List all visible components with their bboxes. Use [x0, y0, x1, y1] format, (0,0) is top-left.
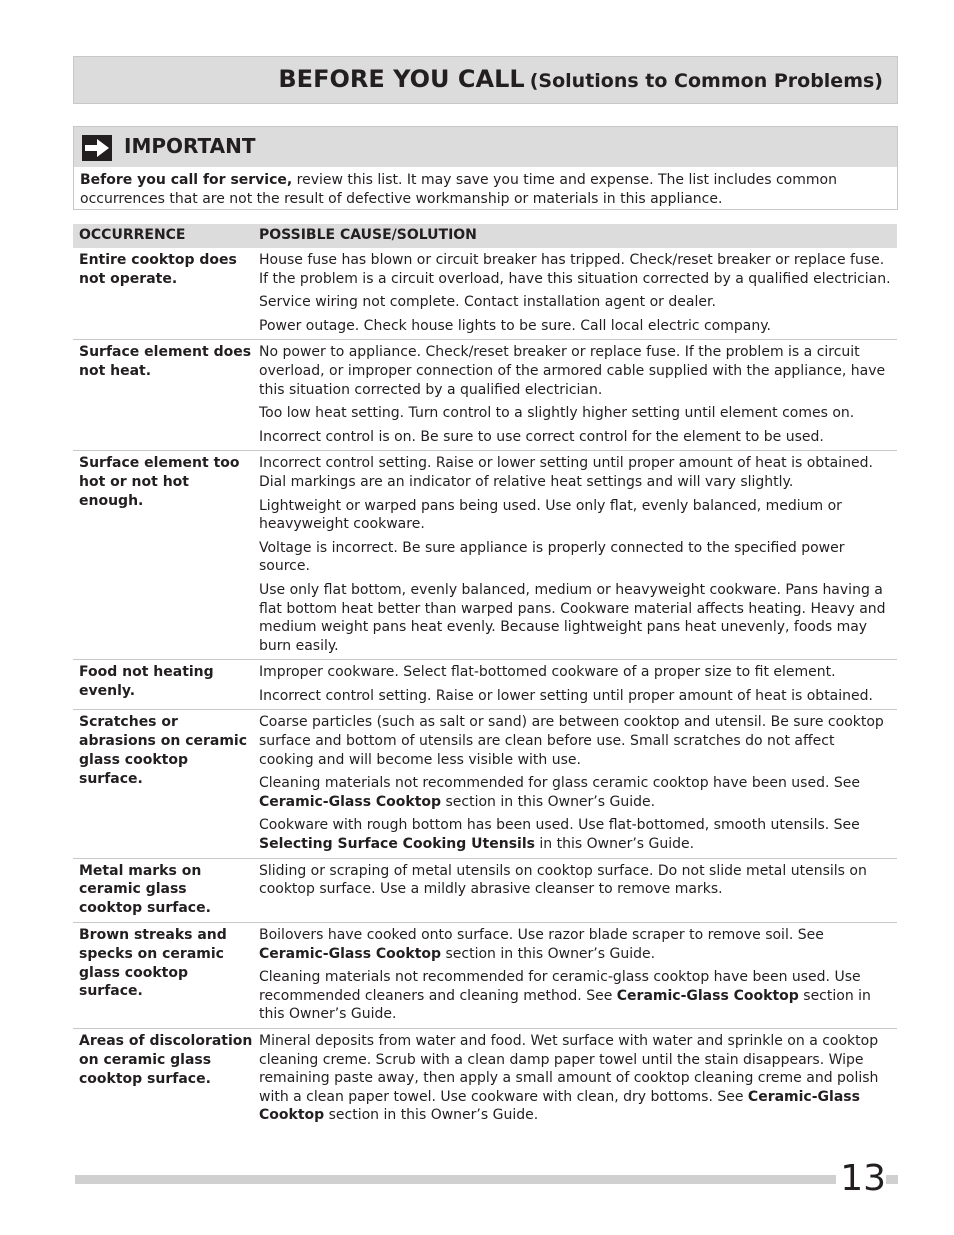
solution-reference: Ceramic-Glass Cooktop — [259, 793, 442, 810]
solution-text: Use only flat bottom, evenly balanced, medium or heavyweight cookware. Pans having a flat bottom heat better than warped pans. Cookware material affects heating. Heavy and medium weight pans heat evenly. Because lightweight pans heat unevenly, foods may burn easily. — [259, 581, 886, 654]
solution-text: Mineral deposits from water and food. Wet surface with water and sprinkle on a cooktop cleaning creme. Scrub with a clean damp paper towel until the stain disappears. Wipe remaining paste away, then apply a small amount of cooktop cleaning creme and polish with a clean paper towel. Use cookware with clean, dry bottoms. See — [259, 1032, 879, 1105]
occurrence-cell: Surface element too hot or not hot enough. — [79, 455, 240, 509]
important-body: review this list. It may save you time and expense. The list includes common occurrences that are not the result of defective workmanship or materials in this appliance. — [80, 172, 837, 207]
footer-rule — [75, 1175, 898, 1184]
column-header-solution: POSSIBLE CAUSE/SOLUTION — [259, 227, 477, 243]
solution-paragraph — [259, 454, 891, 491]
solution-paragraph — [259, 862, 891, 899]
solution-cell — [259, 926, 891, 1024]
page-title — [278, 65, 883, 93]
solution-text: Service wiring not complete. Contact installation agent or dealer. — [259, 294, 716, 311]
column-header-occurrence: OCCURRENCE — [79, 227, 186, 243]
solution-text: House fuse has blown or circuit breaker has tripped. Check/reset breaker or replace fuse. If the problem is a circuit overload, have this situation corrected by a qualified electrician. — [259, 252, 891, 287]
solution-cell — [259, 713, 891, 853]
solution-text: Voltage is incorrect. Be sure appliance is properly connected to the specified power source. — [259, 539, 845, 575]
solution-text: Cleaning materials not recommended for glass ceramic cooktop have been used. See — [259, 775, 860, 792]
solution-cell — [259, 454, 891, 655]
solution-reference: Ceramic-Glass Cooktop — [259, 945, 442, 962]
important-label: IMPORTANT — [124, 134, 256, 158]
solution-text: No power to appliance. Check/reset breaker or replace fuse. If the problem is a circuit overload, or improper connection of the armored cable supplied with the appliance, have this situation corrected by a qualified electrician. — [259, 344, 886, 398]
occurrence-cell: Entire cooktop does not operate. — [79, 252, 237, 287]
solution-paragraph — [259, 404, 891, 423]
solution-text: Coarse particles (such as salt or sand) are between cooktop and utensil. Be sure cooktop surface and bottom of utensils are clean before use. Small scratches do not affect cooking and will become less visible with use. — [259, 714, 884, 768]
solution-cell — [259, 663, 891, 705]
solution-paragraph — [259, 428, 891, 447]
title-main: BEFORE YOU CALL — [278, 65, 525, 93]
occurrence-cell: Brown streaks and specks on ceramic glass cooktop surface. — [79, 927, 227, 1000]
solution-paragraph — [259, 1032, 891, 1125]
solution-cell — [259, 862, 891, 918]
solution-paragraph — [259, 926, 891, 963]
occurrence-cell: Areas of discoloration on ceramic glass cooktop surface. — [79, 1032, 253, 1087]
important-box — [73, 126, 898, 210]
solution-paragraph — [259, 968, 891, 1024]
solution-text: section in this Owner’s Guide. — [441, 945, 656, 962]
solution-paragraph — [259, 293, 891, 312]
solution-cell — [259, 1032, 891, 1125]
table-row — [73, 710, 897, 858]
important-lead: Before you call for service, — [80, 172, 293, 188]
solution-text: Incorrect control setting. Raise or lower setting until proper amount of heat is obtained. — [259, 687, 873, 704]
solution-paragraph — [259, 317, 891, 336]
important-text — [80, 171, 890, 208]
table-row — [73, 1029, 897, 1129]
solution-reference: Ceramic-Glass Cooktop — [259, 1088, 860, 1124]
solution-text: Incorrect control setting. Raise or lower setting until proper amount of heat is obtained. Dial markings are an indicator of relative heat settings and will vary slightly. — [259, 455, 873, 490]
solution-paragraph — [259, 816, 891, 853]
table-row — [73, 340, 897, 451]
solution-text: Boilovers have cooked onto surface. Use razor blade scraper to remove soil. See — [259, 927, 824, 944]
solution-paragraph — [259, 539, 891, 576]
table-row — [73, 660, 897, 710]
solution-text: in this Owner’s Guide. — [534, 836, 695, 853]
solution-reference: Ceramic-Glass Cooktop — [616, 987, 799, 1004]
occurrence-cell: Food not heating evenly. — [79, 664, 214, 700]
solution-text: Too low heat setting. Turn control to a slightly higher setting until element comes on. — [259, 405, 855, 422]
solution-text: section in this Owner’s Guide. — [441, 793, 656, 810]
solution-text: Lightweight or warped pans being used. Use only flat, evenly balanced, medium or heavyweight cookware. — [259, 497, 842, 533]
solution-text: section in this Owner’s Guide. — [259, 987, 871, 1023]
solution-text: Incorrect control is on. Be sure to use correct control for the element to be used. — [259, 428, 824, 445]
table-row — [73, 248, 897, 340]
table-row — [73, 451, 897, 660]
solution-reference: Selecting Surface Cooking Utensils — [259, 836, 535, 853]
occurrence-cell: Metal marks on ceramic glass cooktop surface. — [79, 862, 211, 917]
solution-text: Sliding or scraping of metal utensils on cooktop surface. Do not slide metal utensils on cooktop surface. Use a mildly abrasive cleanser to remove marks. — [259, 862, 867, 898]
solution-text: section in this Owner’s Guide. — [324, 1107, 539, 1124]
solution-paragraph — [259, 774, 891, 811]
table-row — [73, 923, 897, 1029]
occurrence-cell: Surface element does not heat. — [79, 344, 252, 380]
solution-paragraph — [259, 663, 891, 682]
solution-paragraph — [259, 251, 891, 288]
solution-cell — [259, 343, 891, 446]
important-header — [74, 127, 897, 167]
solution-text: Power outage. Check house lights to be sure. Call local electric company. — [259, 317, 771, 334]
page-number: 13 — [836, 1158, 886, 1199]
solution-text: Improper cookware. Select flat-bottomed cookware of a proper size to fit element. — [259, 664, 836, 681]
table-body — [73, 248, 897, 1129]
solution-paragraph — [259, 713, 891, 769]
right-arrow-icon — [82, 135, 112, 161]
solution-paragraph — [259, 343, 891, 399]
table-row — [73, 859, 897, 923]
title-subtitle: (Solutions to Common Problems) — [529, 70, 883, 92]
solution-text: Cookware with rough bottom has been used. Use flat-bottomed, smooth utensils. See — [259, 817, 860, 834]
solution-paragraph — [259, 581, 891, 655]
solution-paragraph — [259, 687, 891, 706]
occurrence-cell: Scratches or abrasions on ceramic glass cooktop surface. — [79, 714, 248, 787]
table-header — [73, 224, 897, 248]
solution-paragraph — [259, 497, 891, 534]
page-header — [73, 56, 898, 104]
solution-text: Cleaning materials not recommended for ceramic-glass cooktop have been used. Use recommended cleaners and cleaning method. See — [259, 969, 861, 1004]
solution-cell — [259, 251, 891, 335]
troubleshooting-table — [73, 224, 897, 1129]
